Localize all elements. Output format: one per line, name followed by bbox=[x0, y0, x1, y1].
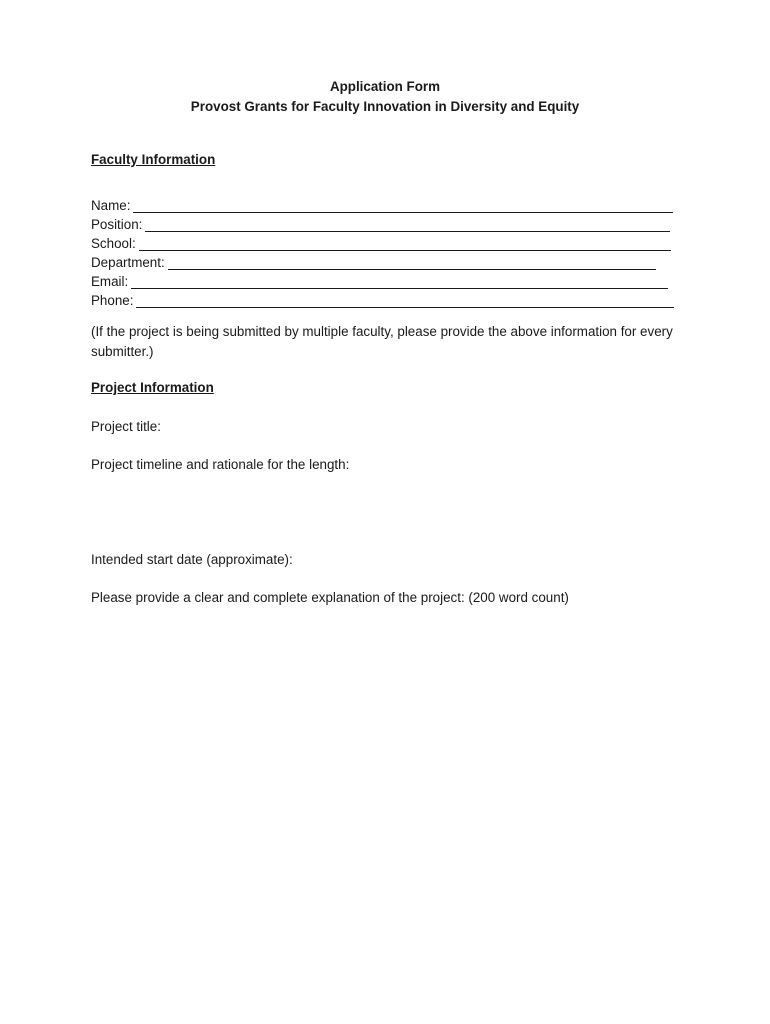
phone-field[interactable] bbox=[136, 293, 674, 308]
project-explanation-label: Please provide a clear and complete explanation of the project: (200 word count) bbox=[91, 590, 569, 605]
form-subtitle: Provost Grants for Faculty Innovation in Diversity and Equity bbox=[190, 99, 580, 114]
name-field-row bbox=[91, 194, 681, 213]
department-field[interactable] bbox=[168, 255, 656, 270]
email-field[interactable] bbox=[131, 274, 668, 289]
email-field-row bbox=[91, 270, 681, 289]
name-field[interactable] bbox=[133, 198, 673, 213]
name-label: Name: bbox=[91, 198, 131, 213]
phone-field-row bbox=[91, 289, 681, 308]
position-label: Position: bbox=[91, 217, 143, 232]
form-title: Application Form bbox=[329, 79, 441, 94]
phone-label: Phone: bbox=[91, 293, 134, 308]
faculty-fields bbox=[91, 194, 681, 308]
department-label: Department: bbox=[91, 255, 165, 270]
department-field-row bbox=[91, 251, 681, 270]
title-block bbox=[0, 77, 770, 117]
school-label: School: bbox=[91, 236, 136, 251]
position-field[interactable] bbox=[145, 217, 670, 232]
multiple-faculty-note: (If the project is being submitted by multiple faculty, please provide the above information for every submitter.) bbox=[91, 324, 673, 359]
email-label: Email: bbox=[91, 274, 129, 289]
start-date-label: Intended start date (approximate): bbox=[91, 552, 293, 567]
faculty-information-heading: Faculty Information bbox=[91, 152, 216, 167]
project-title-label: Project title: bbox=[91, 419, 161, 434]
position-field-row bbox=[91, 213, 681, 232]
school-field-row bbox=[91, 232, 681, 251]
project-information-heading: Project Information bbox=[91, 380, 214, 395]
project-timeline-label: Project timeline and rationale for the length: bbox=[91, 457, 350, 472]
school-field[interactable] bbox=[139, 236, 671, 251]
